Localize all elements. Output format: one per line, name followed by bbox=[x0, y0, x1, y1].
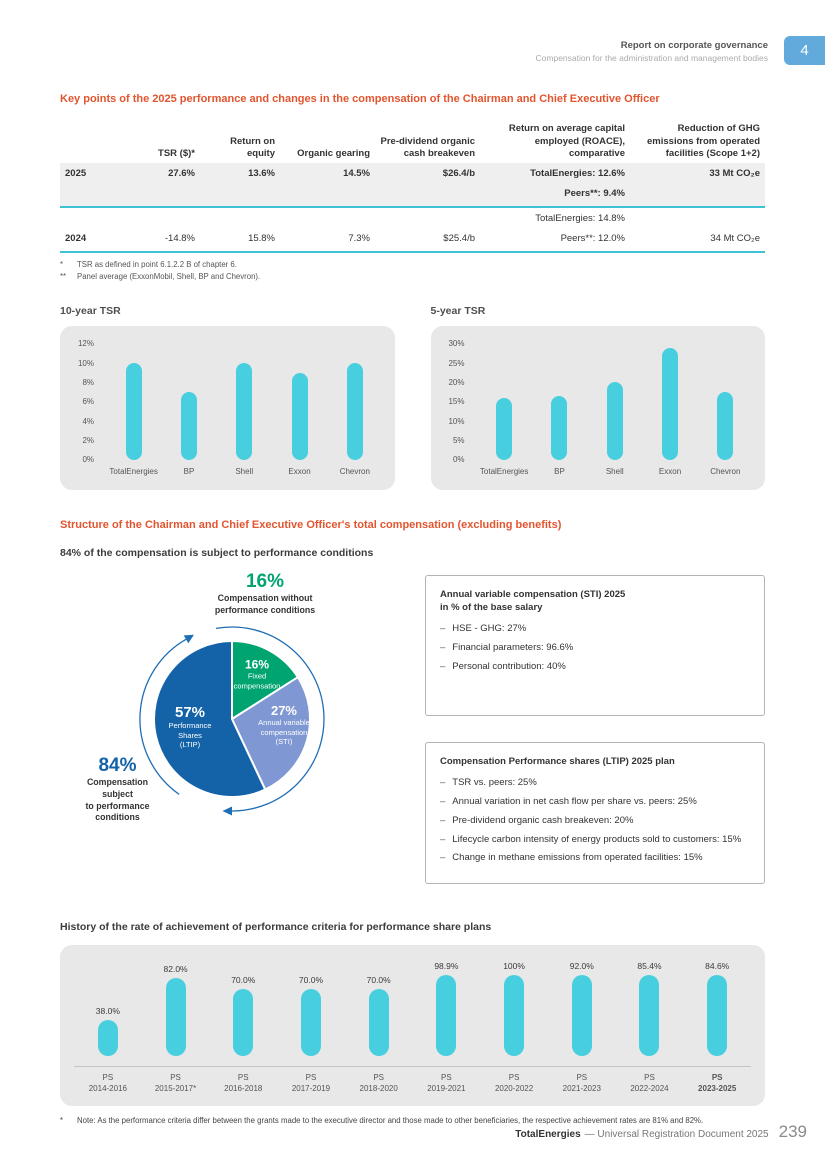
cell-breakeven: $25.4/b bbox=[375, 207, 480, 252]
bar-group bbox=[345, 961, 413, 1056]
section-title-structure: Structure of the Chairman and Chief Executive Officer's total compensation (excluding benefits) bbox=[60, 518, 562, 531]
footnote-marker: * bbox=[60, 1116, 64, 1126]
x-axis-labels bbox=[477, 467, 754, 478]
footer-page-number: 239 bbox=[778, 1122, 807, 1141]
col-header-year bbox=[60, 120, 115, 163]
cell-roe: 15.8% bbox=[200, 207, 280, 252]
table-footnotes bbox=[60, 259, 765, 283]
bullet-item: – Annual variation in net cash flow per share vs. peers: 25% bbox=[440, 795, 697, 807]
table-header-row bbox=[60, 120, 765, 163]
bar bbox=[236, 363, 252, 460]
slice-percentage: 16% bbox=[244, 657, 270, 672]
bar-group bbox=[272, 344, 327, 460]
bullet-item: – Personal contribution: 40% bbox=[440, 661, 566, 673]
bar-group bbox=[532, 344, 587, 460]
running-head bbox=[536, 40, 768, 63]
info-boxes bbox=[425, 575, 765, 893]
callout-percentage: 84% bbox=[98, 754, 137, 776]
footnote bbox=[60, 271, 765, 283]
bar bbox=[504, 975, 524, 1056]
roace-peers: Peers**: 12.0% bbox=[560, 232, 625, 244]
slice-text: Performance bbox=[168, 720, 212, 730]
bar-group bbox=[683, 961, 751, 1056]
x-axis-labels bbox=[74, 1066, 751, 1095]
footnote-text: Note: As the performance criteria differ between the grants made to the executive director and those made to other beneficiaries, the respective achievement rates are 81% and 82%. bbox=[77, 1116, 704, 1126]
cell-year: 2025 bbox=[60, 163, 115, 207]
slice-text: Annual variable bbox=[258, 717, 310, 727]
bar bbox=[347, 363, 363, 460]
tsr-charts-row bbox=[60, 305, 765, 490]
cell-roe: 13.6% bbox=[200, 163, 280, 207]
bar-group bbox=[548, 961, 616, 1056]
callout-text: subject bbox=[102, 788, 133, 799]
sti-box-title-line: in % of the base salary bbox=[440, 602, 543, 614]
bar bbox=[301, 989, 321, 1056]
bar bbox=[551, 396, 567, 460]
cell-year: 2024 bbox=[60, 207, 115, 252]
bar-chart bbox=[74, 961, 751, 1095]
y-tick-label: 5% bbox=[452, 435, 465, 445]
bullet-item: – Change in methane emissions from operated facilities: 15% bbox=[440, 852, 703, 864]
callout-percentage: 16% bbox=[245, 570, 285, 592]
y-tick-label: 6% bbox=[82, 397, 94, 407]
x-axis-label: TotalEnergies bbox=[479, 466, 529, 476]
ten-year-tsr-chart bbox=[60, 326, 395, 490]
y-tick-label: 30% bbox=[448, 339, 465, 349]
cell-roace bbox=[480, 207, 630, 252]
x-axis-label: Chevron bbox=[710, 466, 741, 476]
bar bbox=[436, 975, 456, 1056]
ten-year-tsr-block bbox=[60, 305, 395, 490]
col-header-ghg: Reduction of GHG emissions from operated facilities (Scope 1+2) bbox=[647, 123, 760, 159]
cell-tsr: 27.6% bbox=[115, 163, 200, 207]
y-tick-label: 2% bbox=[82, 435, 94, 445]
y-tick-label: 4% bbox=[82, 416, 94, 426]
bar-value-label: 100% bbox=[503, 960, 525, 971]
x-axis-label: PS 2017-2019 bbox=[291, 1072, 331, 1093]
y-tick-label: 0% bbox=[82, 455, 94, 465]
ltip-box bbox=[425, 742, 765, 884]
bar-value-label: 85.4% bbox=[637, 960, 662, 971]
table-row-2025 bbox=[60, 163, 765, 207]
x-axis-label: PS 2021-2023 bbox=[562, 1072, 601, 1093]
plot-area bbox=[477, 344, 754, 460]
y-axis bbox=[72, 339, 102, 465]
bar-group bbox=[161, 344, 216, 460]
cell-breakeven: $26.4/b bbox=[375, 163, 480, 207]
col-header-roace: Return on average capital employed (ROACE), comparative bbox=[508, 123, 625, 159]
sti-box-items bbox=[440, 623, 750, 673]
x-axis-label: TotalEnergies bbox=[109, 466, 158, 476]
bar-group bbox=[142, 961, 210, 1056]
bar-value-label: 70.0% bbox=[366, 975, 391, 986]
slice-text: (STI) bbox=[275, 737, 293, 747]
compensation-pie-chart bbox=[60, 571, 425, 893]
x-axis-label: BP bbox=[183, 466, 195, 476]
y-tick-label: 8% bbox=[82, 377, 94, 387]
bar-value-label: 84.6% bbox=[705, 961, 730, 972]
x-axis-label: Shell bbox=[235, 466, 254, 476]
bar bbox=[496, 398, 512, 460]
bar-group bbox=[616, 961, 684, 1056]
bar bbox=[639, 975, 659, 1056]
x-axis-label: Chevron bbox=[339, 466, 370, 476]
bar-group bbox=[413, 961, 481, 1056]
page-header bbox=[0, 36, 825, 65]
cell-ghg: 33 Mt CO₂e bbox=[630, 163, 765, 207]
sti-box bbox=[425, 575, 765, 716]
bar bbox=[233, 989, 253, 1056]
bar-group bbox=[74, 961, 142, 1056]
pie-slice-label-sti bbox=[258, 703, 310, 747]
x-axis-label: Exxon bbox=[288, 466, 311, 476]
history-chart bbox=[60, 945, 765, 1107]
bar-value-label: 98.9% bbox=[434, 960, 459, 971]
x-axis-labels bbox=[106, 467, 383, 478]
bar-group bbox=[698, 344, 753, 460]
y-tick-label: 20% bbox=[448, 377, 465, 387]
cell-ghg: 34 Mt CO₂e bbox=[630, 207, 765, 252]
bar-group bbox=[477, 344, 532, 460]
cell-gearing: 14.5% bbox=[280, 163, 375, 207]
bar-group bbox=[209, 961, 277, 1056]
ltip-box-items bbox=[440, 777, 750, 865]
callout-text: to performance bbox=[85, 800, 150, 811]
bar bbox=[707, 975, 727, 1055]
ltip-box-title: Compensation Performance shares (LTIP) 2025 plan bbox=[440, 755, 675, 767]
footnote-text: Panel average (ExxonMobil, Shell, BP and Chevron). bbox=[77, 271, 261, 281]
bar bbox=[717, 392, 733, 460]
bar-group bbox=[642, 344, 697, 460]
table-row-2024 bbox=[60, 207, 765, 252]
x-axis-label: PS 2023-2025 bbox=[698, 1072, 737, 1093]
bar-value-label: 70.0% bbox=[298, 975, 324, 986]
x-axis-label: PS 2016-2018 bbox=[224, 1072, 263, 1093]
bar-chart bbox=[72, 339, 383, 478]
x-axis-label: BP bbox=[554, 466, 565, 476]
section-title-key-points: Key points of the 2025 performance and changes in the compensation of the Chairman and Chief Executive Officer bbox=[60, 93, 660, 105]
slice-text: Shares bbox=[178, 730, 202, 740]
pie-slice-label-ltip bbox=[169, 704, 212, 750]
structure-lead: 84% of the compensation is subject to performance conditions bbox=[60, 546, 374, 559]
footer-brand: TotalEnergies bbox=[515, 1129, 581, 1140]
footnote-text: TSR as defined in point 6.1.2.2 B of chapter 6. bbox=[77, 259, 237, 269]
key-points-table bbox=[60, 120, 765, 252]
y-tick-label: 12% bbox=[77, 339, 94, 349]
bar bbox=[98, 1020, 118, 1056]
bar-chart bbox=[443, 339, 754, 478]
x-axis-label: PS 2020-2022 bbox=[494, 1072, 534, 1093]
bar-group bbox=[480, 961, 548, 1056]
callout-text: performance conditions bbox=[214, 604, 316, 615]
bullet-item: – TSR vs. peers: 25% bbox=[440, 777, 537, 789]
x-axis-label: Exxon bbox=[658, 466, 682, 476]
sti-box-title bbox=[440, 588, 750, 615]
bar-group bbox=[217, 344, 272, 460]
y-tick-label: 15% bbox=[448, 397, 465, 407]
cell-roace bbox=[480, 163, 630, 207]
bar-group bbox=[106, 344, 161, 460]
running-head-subtitle: Compensation for the administration and management bodies bbox=[535, 53, 768, 63]
bar bbox=[662, 348, 678, 460]
y-tick-label: 10% bbox=[448, 416, 465, 426]
col-header-gearing: Organic gearing bbox=[297, 147, 370, 159]
bar bbox=[607, 382, 623, 459]
callout-text: Compensation without bbox=[217, 592, 313, 603]
slice-text: compensation bbox=[233, 680, 281, 690]
five-year-tsr-chart bbox=[431, 326, 766, 490]
chart-title: 10-year TSR bbox=[60, 304, 121, 317]
roace-peers: Peers**: 9.4% bbox=[564, 188, 625, 200]
bar-value-label: 70.0% bbox=[231, 975, 256, 986]
bar bbox=[126, 363, 142, 460]
chapter-number-badge: 4 bbox=[784, 36, 825, 65]
bar-value-label: 82.0% bbox=[163, 963, 188, 974]
x-axis-label: PS 2015-2017* bbox=[154, 1072, 197, 1093]
bar-group bbox=[587, 344, 642, 460]
page-footer bbox=[515, 1122, 807, 1142]
chart-title: 5-year TSR bbox=[430, 304, 486, 317]
section-title-history: History of the rate of achievement of performance criteria for performance share plans bbox=[60, 920, 492, 933]
footnote-marker: * bbox=[60, 259, 64, 269]
bullet-item: – Lifecycle carbon intensity of energy products sold to customers: 15% bbox=[440, 833, 742, 845]
y-axis bbox=[443, 339, 473, 465]
col-header-tsr: TSR ($)* bbox=[158, 147, 195, 159]
bar bbox=[369, 989, 389, 1056]
col-header-roe: Return on equity bbox=[230, 135, 275, 159]
x-axis-label: PS 2019-2021 bbox=[427, 1072, 466, 1093]
y-tick-label: 25% bbox=[448, 358, 465, 368]
bar-value-label: 92.0% bbox=[569, 960, 594, 971]
x-axis-label: PS 2018-2020 bbox=[359, 1072, 398, 1093]
bar bbox=[292, 373, 308, 460]
bar-value-label: 38.0% bbox=[95, 1005, 120, 1016]
slice-percentage: 27% bbox=[270, 702, 298, 718]
cell-gearing: 7.3% bbox=[280, 207, 375, 252]
sti-box-title-line: Annual variable compensation (STI) 2025 bbox=[440, 588, 626, 600]
callout-text: conditions bbox=[95, 812, 140, 823]
y-tick-label: 10% bbox=[77, 358, 94, 368]
bullet-item: – Financial parameters: 96.6% bbox=[440, 642, 574, 654]
slice-percentage: 57% bbox=[174, 703, 206, 721]
footer-doc-title: — Universal Registration Document 2025 bbox=[584, 1129, 769, 1140]
x-axis-label: PS 2022-2024 bbox=[630, 1072, 669, 1093]
roace-totalenergies: TotalEnergies: 14.8% bbox=[535, 212, 625, 224]
footnote bbox=[60, 259, 765, 271]
bar bbox=[181, 392, 197, 460]
bullet-item: – HSE - GHG: 27% bbox=[440, 623, 527, 635]
pie-callout-subject-conditions bbox=[60, 755, 175, 825]
slice-text: (LTIP) bbox=[179, 740, 201, 750]
x-axis-label: PS 2014-2016 bbox=[88, 1072, 127, 1093]
slice-text: Fixed bbox=[247, 671, 267, 681]
slice-text: compensation bbox=[260, 727, 308, 737]
roace-totalenergies: TotalEnergies: 12.6% bbox=[530, 168, 625, 180]
plot-area bbox=[74, 961, 751, 1056]
running-head-title: Report on corporate governance bbox=[620, 40, 768, 51]
x-axis-label: Shell bbox=[605, 466, 624, 476]
col-header-breakeven: Pre-dividend organic cash breakeven bbox=[380, 135, 475, 159]
y-tick-label: 0% bbox=[452, 455, 465, 465]
bar-group bbox=[327, 344, 382, 460]
bullet-item: – Pre-dividend organic cash breakeven: 20% bbox=[440, 814, 634, 826]
cell-tsr: -14.8% bbox=[115, 207, 200, 252]
plot-area bbox=[106, 344, 383, 460]
footnote-marker: ** bbox=[60, 271, 67, 281]
compensation-structure-row bbox=[60, 571, 765, 893]
pie-slice-label-fixed bbox=[234, 657, 281, 691]
bar bbox=[572, 975, 592, 1056]
bar bbox=[166, 978, 186, 1056]
five-year-tsr-block bbox=[431, 305, 766, 490]
callout-text: Compensation bbox=[86, 776, 149, 787]
bar-group bbox=[277, 961, 345, 1056]
page-content bbox=[60, 92, 765, 1127]
